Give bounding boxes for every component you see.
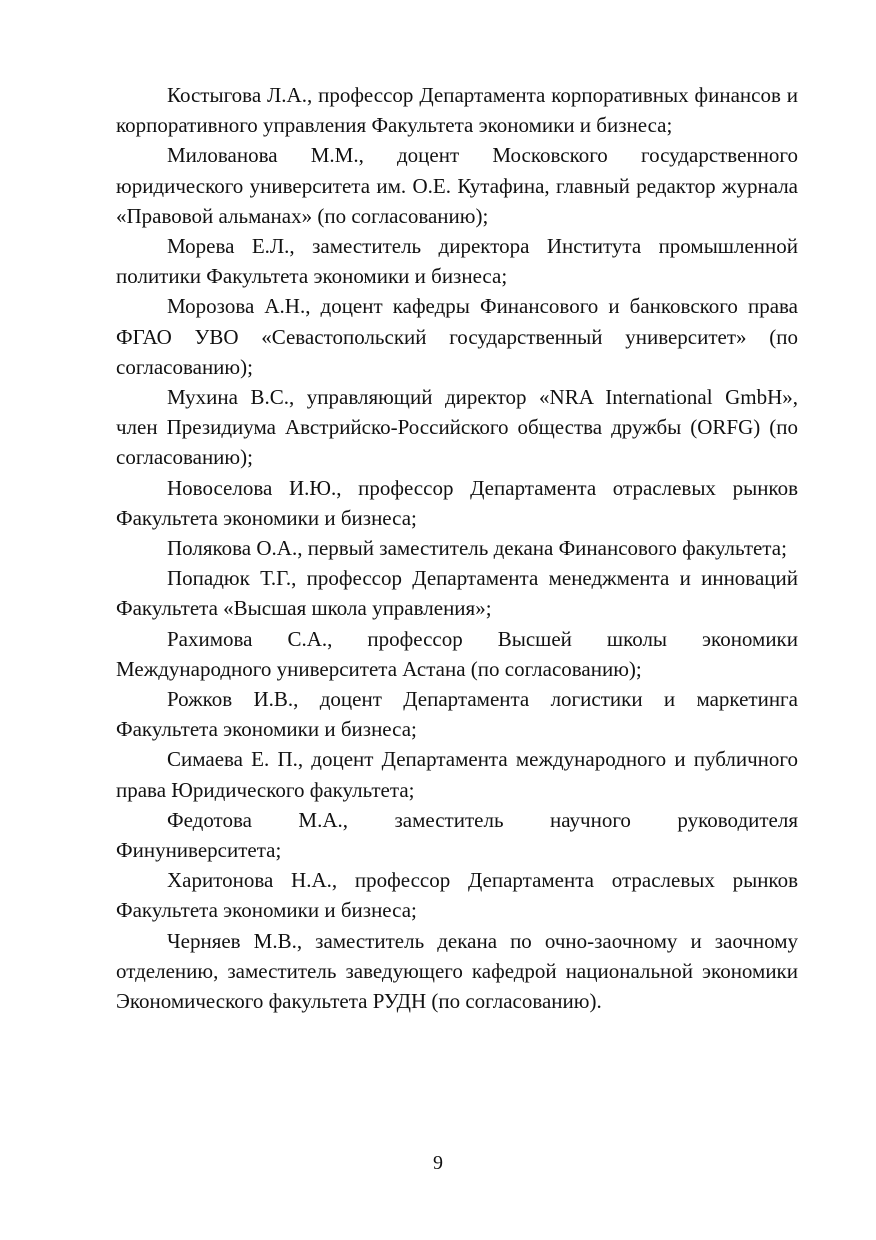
member-entry-novoselova: Новоселова И.Ю., профессор Департамента отраслевых рынков Факультета экономики и бизнеса;: [116, 475, 798, 530]
member-entry-rakhimova: Рахимова С.А., профессор Высшей школы экономики Международного университета Астана (по согласованию);: [116, 626, 798, 681]
member-entry-kharitonova: Харитонова Н.А., профессор Департамента отраслевых рынков Факультета экономики и бизнеса;: [116, 868, 798, 923]
member-entry-mukhina: Мухина В.С., управляющий директор «NRA International GmbH», член Президиума Австрийско-Российского общества дружбы (ORFG) (по согласованию);: [116, 385, 798, 470]
member-entry-simaeva: Симаева Е. П., доцент Департамента международного и публичного права Юридического факультета;: [116, 747, 798, 802]
document-body: [116, 80, 798, 1016]
member-entry-chernyaev: Черняев М.В., заместитель декана по очно-заочному и заочному отделению, заместитель заведующего кафедрой национальной экономики Экономического факультета РУДН (по согласованию).: [116, 928, 798, 1014]
member-entry-moreva: Морева Е.Л., заместитель директора Института промышленной политики Факультета экономики и бизнеса;: [116, 234, 798, 289]
member-entry-morozova: Морозова А.Н., доцент кафедры Финансового и банковского права ФГАО УВО «Севастопольский государственный университет» (по согласованию);: [116, 294, 798, 379]
member-entry-milovanova: Милованова М.М., доцент Московского государственного юридического университета им. О.Е. Кутафина, главный редактор журнала «Правовой альманах» (по согласованию);: [116, 143, 798, 228]
member-entry-polyakova: Полякова О.А., первый заместитель декана Финансового факультета;: [167, 536, 787, 561]
member-entry-kostygova: Костыгова Л.А., профессор Департамента корпоративных финансов и корпоративного управления Факультета экономики и бизнеса;: [116, 83, 798, 138]
member-entry-rozhkov: Рожков И.В., доцент Департамента логистики и маркетинга Факультета экономики и бизнеса;: [116, 687, 798, 742]
member-entry-fedotova: Федотова М.А., заместитель научного руководителя Финуниверситета;: [116, 807, 798, 863]
page-number: 9: [433, 1152, 443, 1174]
member-entry-popadyuk: Попадюк Т.Г., профессор Департамента менеджмента и инноваций Факультета «Высшая школа управления»;: [116, 566, 798, 621]
